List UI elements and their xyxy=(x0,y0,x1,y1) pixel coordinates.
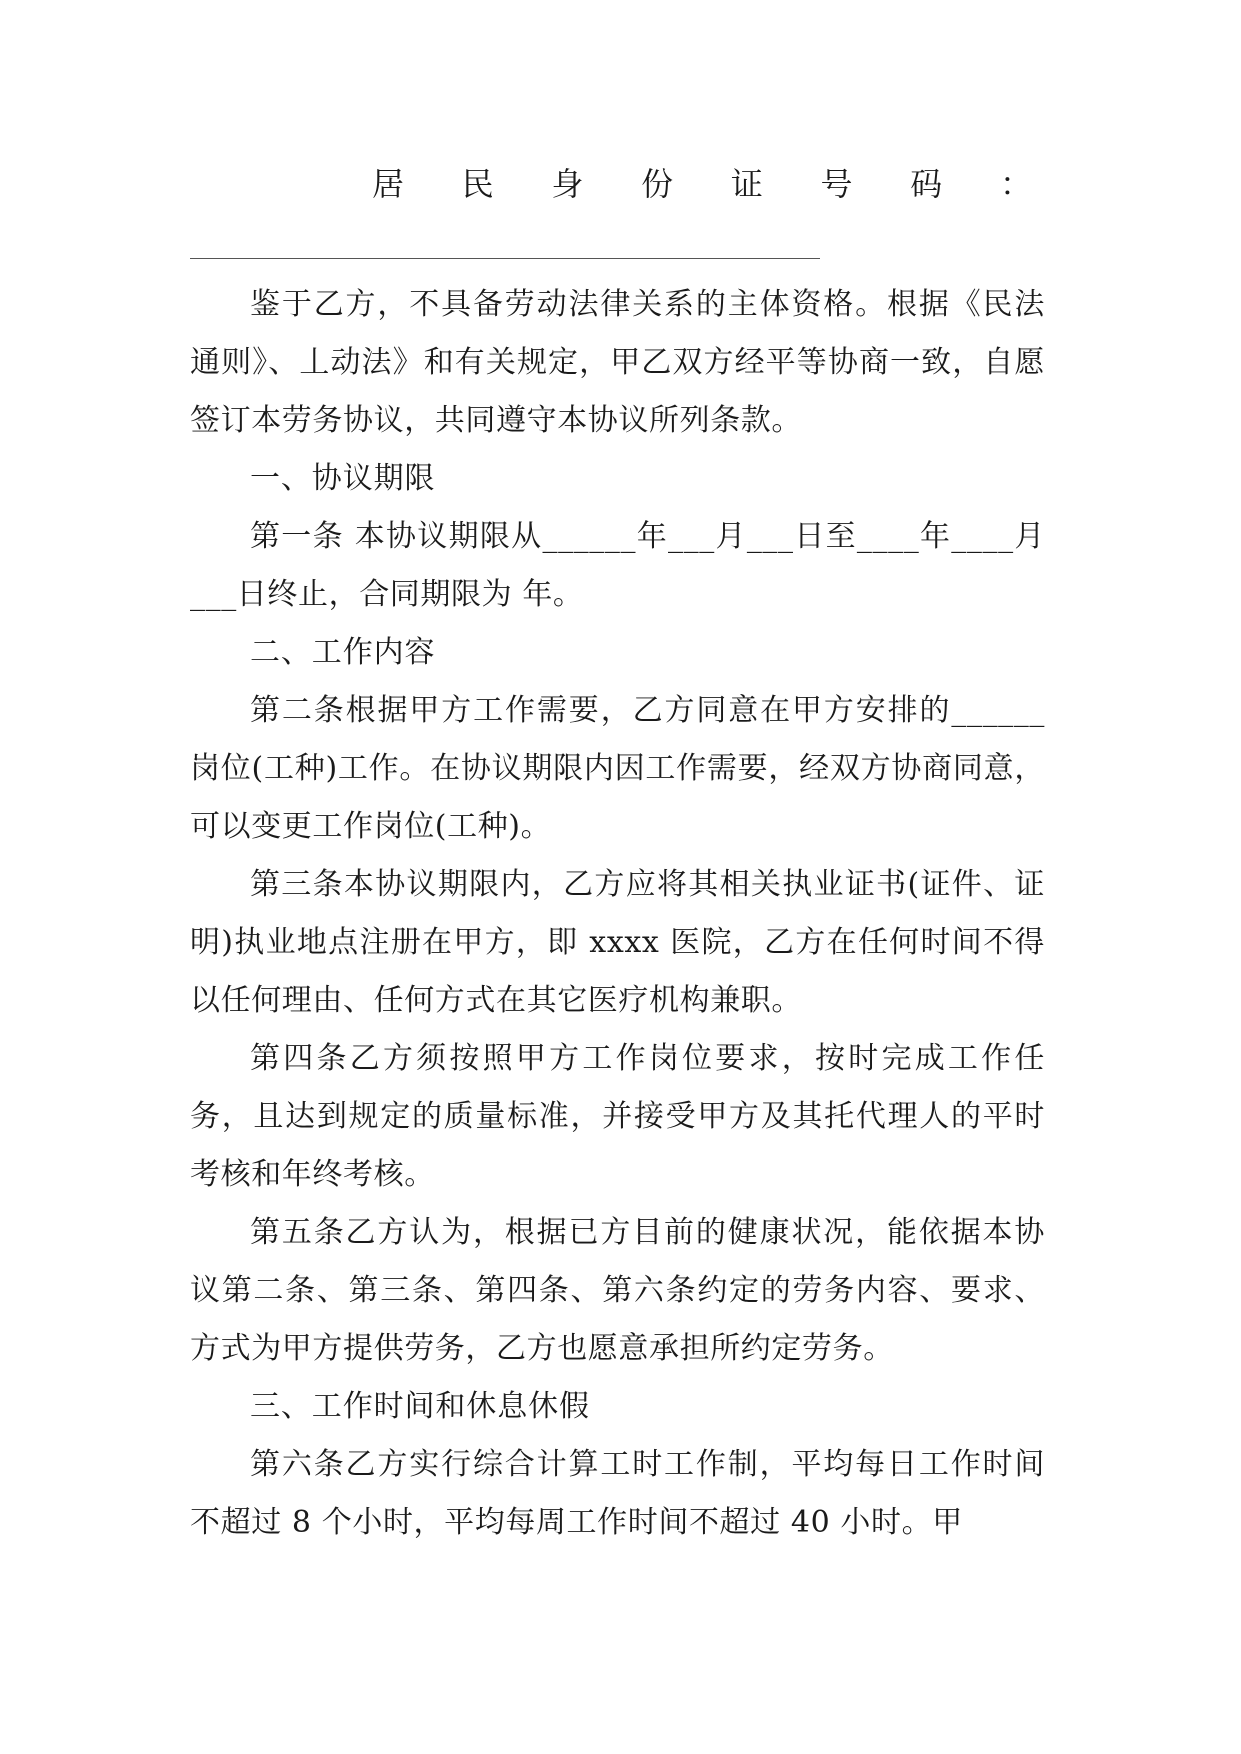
article-6-paragraph: 第六条乙方实行综合计算工时工作制，平均每日工作时间不超过 8 个小时，平均每周工作时间不超过 40 小时。甲 xyxy=(190,1447,1045,1540)
id-number-field-label: 居 民 身 份 证 号 码 ： xyxy=(372,165,1032,203)
article-1-paragraph: 第一条 本协议期限从______年___月___日至____年____月___日终止，合同期限为 年。 xyxy=(190,519,1045,612)
article-2-paragraph: 第二条根据甲方工作需要，乙方同意在甲方安排的______岗位(工种)工作。在协议期限内因工作需要，经双方协商同意，可以变更工作岗位(工种)。 xyxy=(190,693,1045,844)
section-heading-work-content: 二、工作内容 xyxy=(250,635,436,670)
section-heading-term: 一、协议期限 xyxy=(250,461,436,496)
article-4-paragraph: 第四条乙方须按照甲方工作岗位要求，按时完成工作任务，且达到规定的质量标准，并接受甲方及其托代理人的平时考核和年终考核。 xyxy=(190,1041,1045,1192)
id-number-blank-line xyxy=(190,258,820,259)
preamble-paragraph: 鉴于乙方，不具备劳动法律关系的主体资格。根据《民法通则》、丄动法》和有关规定，甲乙双方经平等协商一致，自愿签订本劳务协议，共同遵守本协议所列条款。 xyxy=(190,287,1045,438)
article-3-paragraph: 第三条本协议期限内，乙方应将其相关执业证书(证件、证明)执业地点注册在甲方，即 xxxx 医院，乙方在任何时间不得以任何理由、任何方式在其它医疗机构兼职。 xyxy=(190,867,1045,1018)
agreement-body xyxy=(190,276,1045,1552)
article-5-paragraph: 第五条乙方认为，根据已方目前的健康状况，能依据本协议第二条、第三条、第四条、第六条约定的劳务内容、要求、方式为甲方提供劳务，乙方也愿意承担所约定劳务。 xyxy=(190,1215,1045,1366)
section-heading-working-hours: 三、工作时间和休息休假 xyxy=(250,1389,590,1424)
